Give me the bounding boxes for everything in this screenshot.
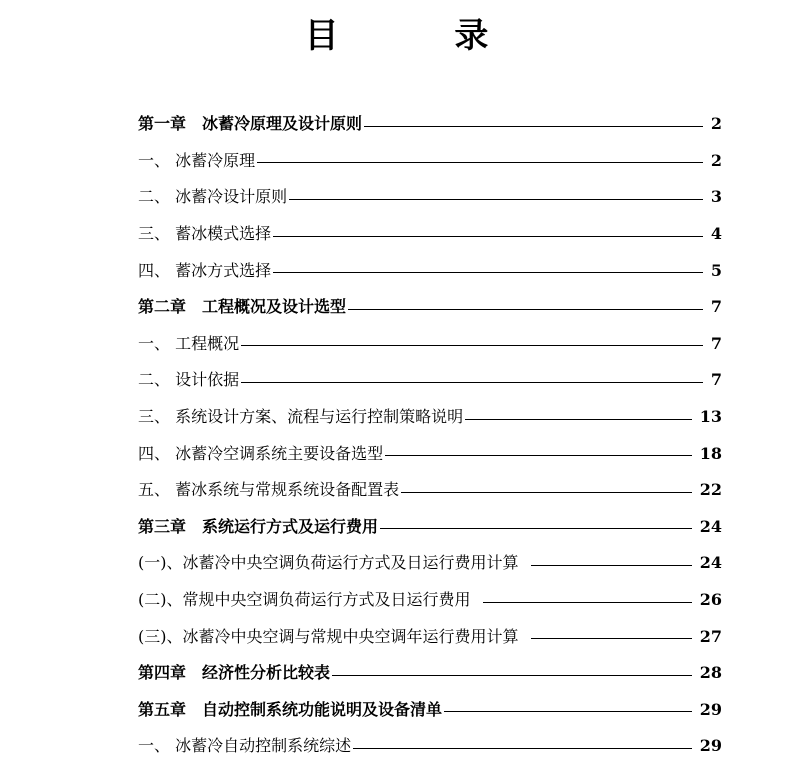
toc-entry-label: 一、 工程概况 — [138, 333, 240, 353]
dot-leader — [401, 492, 692, 493]
toc-entry — [138, 216, 722, 253]
toc-entry — [138, 655, 722, 692]
dot-leader — [385, 455, 692, 456]
toc-entry — [138, 509, 722, 546]
toc-page-number: 27 — [699, 626, 722, 646]
page-title: 目 录 — [304, 16, 541, 56]
toc-entry — [138, 362, 722, 399]
toc-page-number: 7 — [710, 370, 722, 390]
toc-entry-label: 三、 蓄冰模式选择 — [138, 224, 272, 244]
toc-entry-label: 第三章 系统运行方式及运行费用 — [138, 516, 379, 536]
toc-entry — [138, 399, 722, 436]
toc-entry-label: 第四章 经济性分析比较表 — [138, 663, 331, 683]
toc-entry-label: (三)、冰蓄冷中央空调与常规中央空调年运行费用计算 — [138, 626, 519, 646]
dot-leader — [273, 272, 703, 273]
table-of-contents — [138, 106, 722, 765]
toc-entry — [138, 728, 722, 765]
dot-leader — [257, 162, 703, 163]
toc-entry-label: 一、 冰蓄冷原理 — [138, 150, 256, 170]
toc-page-number: 24 — [699, 553, 722, 573]
dot-leader — [273, 236, 703, 237]
dot-leader — [364, 126, 703, 127]
toc-entry-label: 第一章 冰蓄冷原理及设计原则 — [138, 114, 363, 134]
toc-entry-label: 一、 冰蓄冷自动控制系统综述 — [138, 736, 352, 756]
toc-page-number: 24 — [699, 516, 722, 536]
dot-leader — [531, 565, 692, 566]
toc-entry — [138, 143, 722, 180]
toc-page-number: 7 — [710, 297, 722, 317]
toc-entry-label: 三、 系统设计方案、流程与运行控制策略说明 — [138, 407, 464, 427]
toc-page-number: 4 — [710, 224, 722, 244]
toc-entry — [138, 545, 722, 582]
dot-leader — [380, 528, 692, 529]
dot-leader — [332, 675, 692, 676]
toc-entry-label: 四、 蓄冰方式选择 — [138, 260, 272, 280]
toc-entry-label: 二、 设计依据 — [138, 370, 240, 390]
toc-page-number: 2 — [710, 150, 722, 170]
toc-entry-label: (二)、常规中央空调负荷运行方式及日运行费用 — [138, 590, 471, 610]
toc-page-number: 28 — [699, 663, 722, 683]
toc-page-number: 3 — [710, 187, 722, 207]
toc-page-number: 13 — [699, 407, 722, 427]
toc-entry-label: 二、 冰蓄冷设计原则 — [138, 187, 288, 207]
toc-entry — [138, 289, 722, 326]
toc-entry — [138, 692, 722, 729]
toc-entry — [138, 435, 722, 472]
dot-leader — [483, 602, 692, 603]
toc-entry — [138, 252, 722, 289]
dot-leader — [241, 345, 703, 346]
toc-entry — [138, 472, 722, 509]
toc-page-number: 26 — [699, 590, 722, 610]
toc-entry-label: (一)、冰蓄冷中央空调负荷运行方式及日运行费用计算 — [138, 553, 519, 573]
toc-page-number: 2 — [710, 114, 722, 134]
toc-page-number: 7 — [710, 333, 722, 353]
toc-page-number: 29 — [699, 736, 722, 756]
toc-entry — [138, 326, 722, 363]
toc-entry — [138, 618, 722, 655]
dot-leader — [444, 711, 692, 712]
toc-page-number: 5 — [710, 260, 722, 280]
toc-entry-label: 第二章 工程概况及设计选型 — [138, 297, 347, 317]
toc-page-number: 18 — [699, 443, 722, 463]
toc-page-number: 29 — [699, 699, 722, 719]
dot-leader — [348, 309, 703, 310]
toc-page-number: 22 — [699, 480, 722, 500]
dot-leader — [531, 638, 692, 639]
dot-leader — [289, 199, 703, 200]
toc-entry — [138, 106, 722, 143]
toc-entry-label: 第五章 自动控制系统功能说明及设备清单 — [138, 699, 443, 719]
toc-entry — [138, 179, 722, 216]
dot-leader — [353, 748, 692, 749]
toc-entry — [138, 582, 722, 619]
toc-entry-label: 五、 蓄冰系统与常规系统设备配置表 — [138, 480, 400, 500]
dot-leader — [465, 419, 692, 420]
dot-leader — [241, 382, 703, 383]
toc-entry-label: 四、 冰蓄冷空调系统主要设备选型 — [138, 443, 384, 463]
